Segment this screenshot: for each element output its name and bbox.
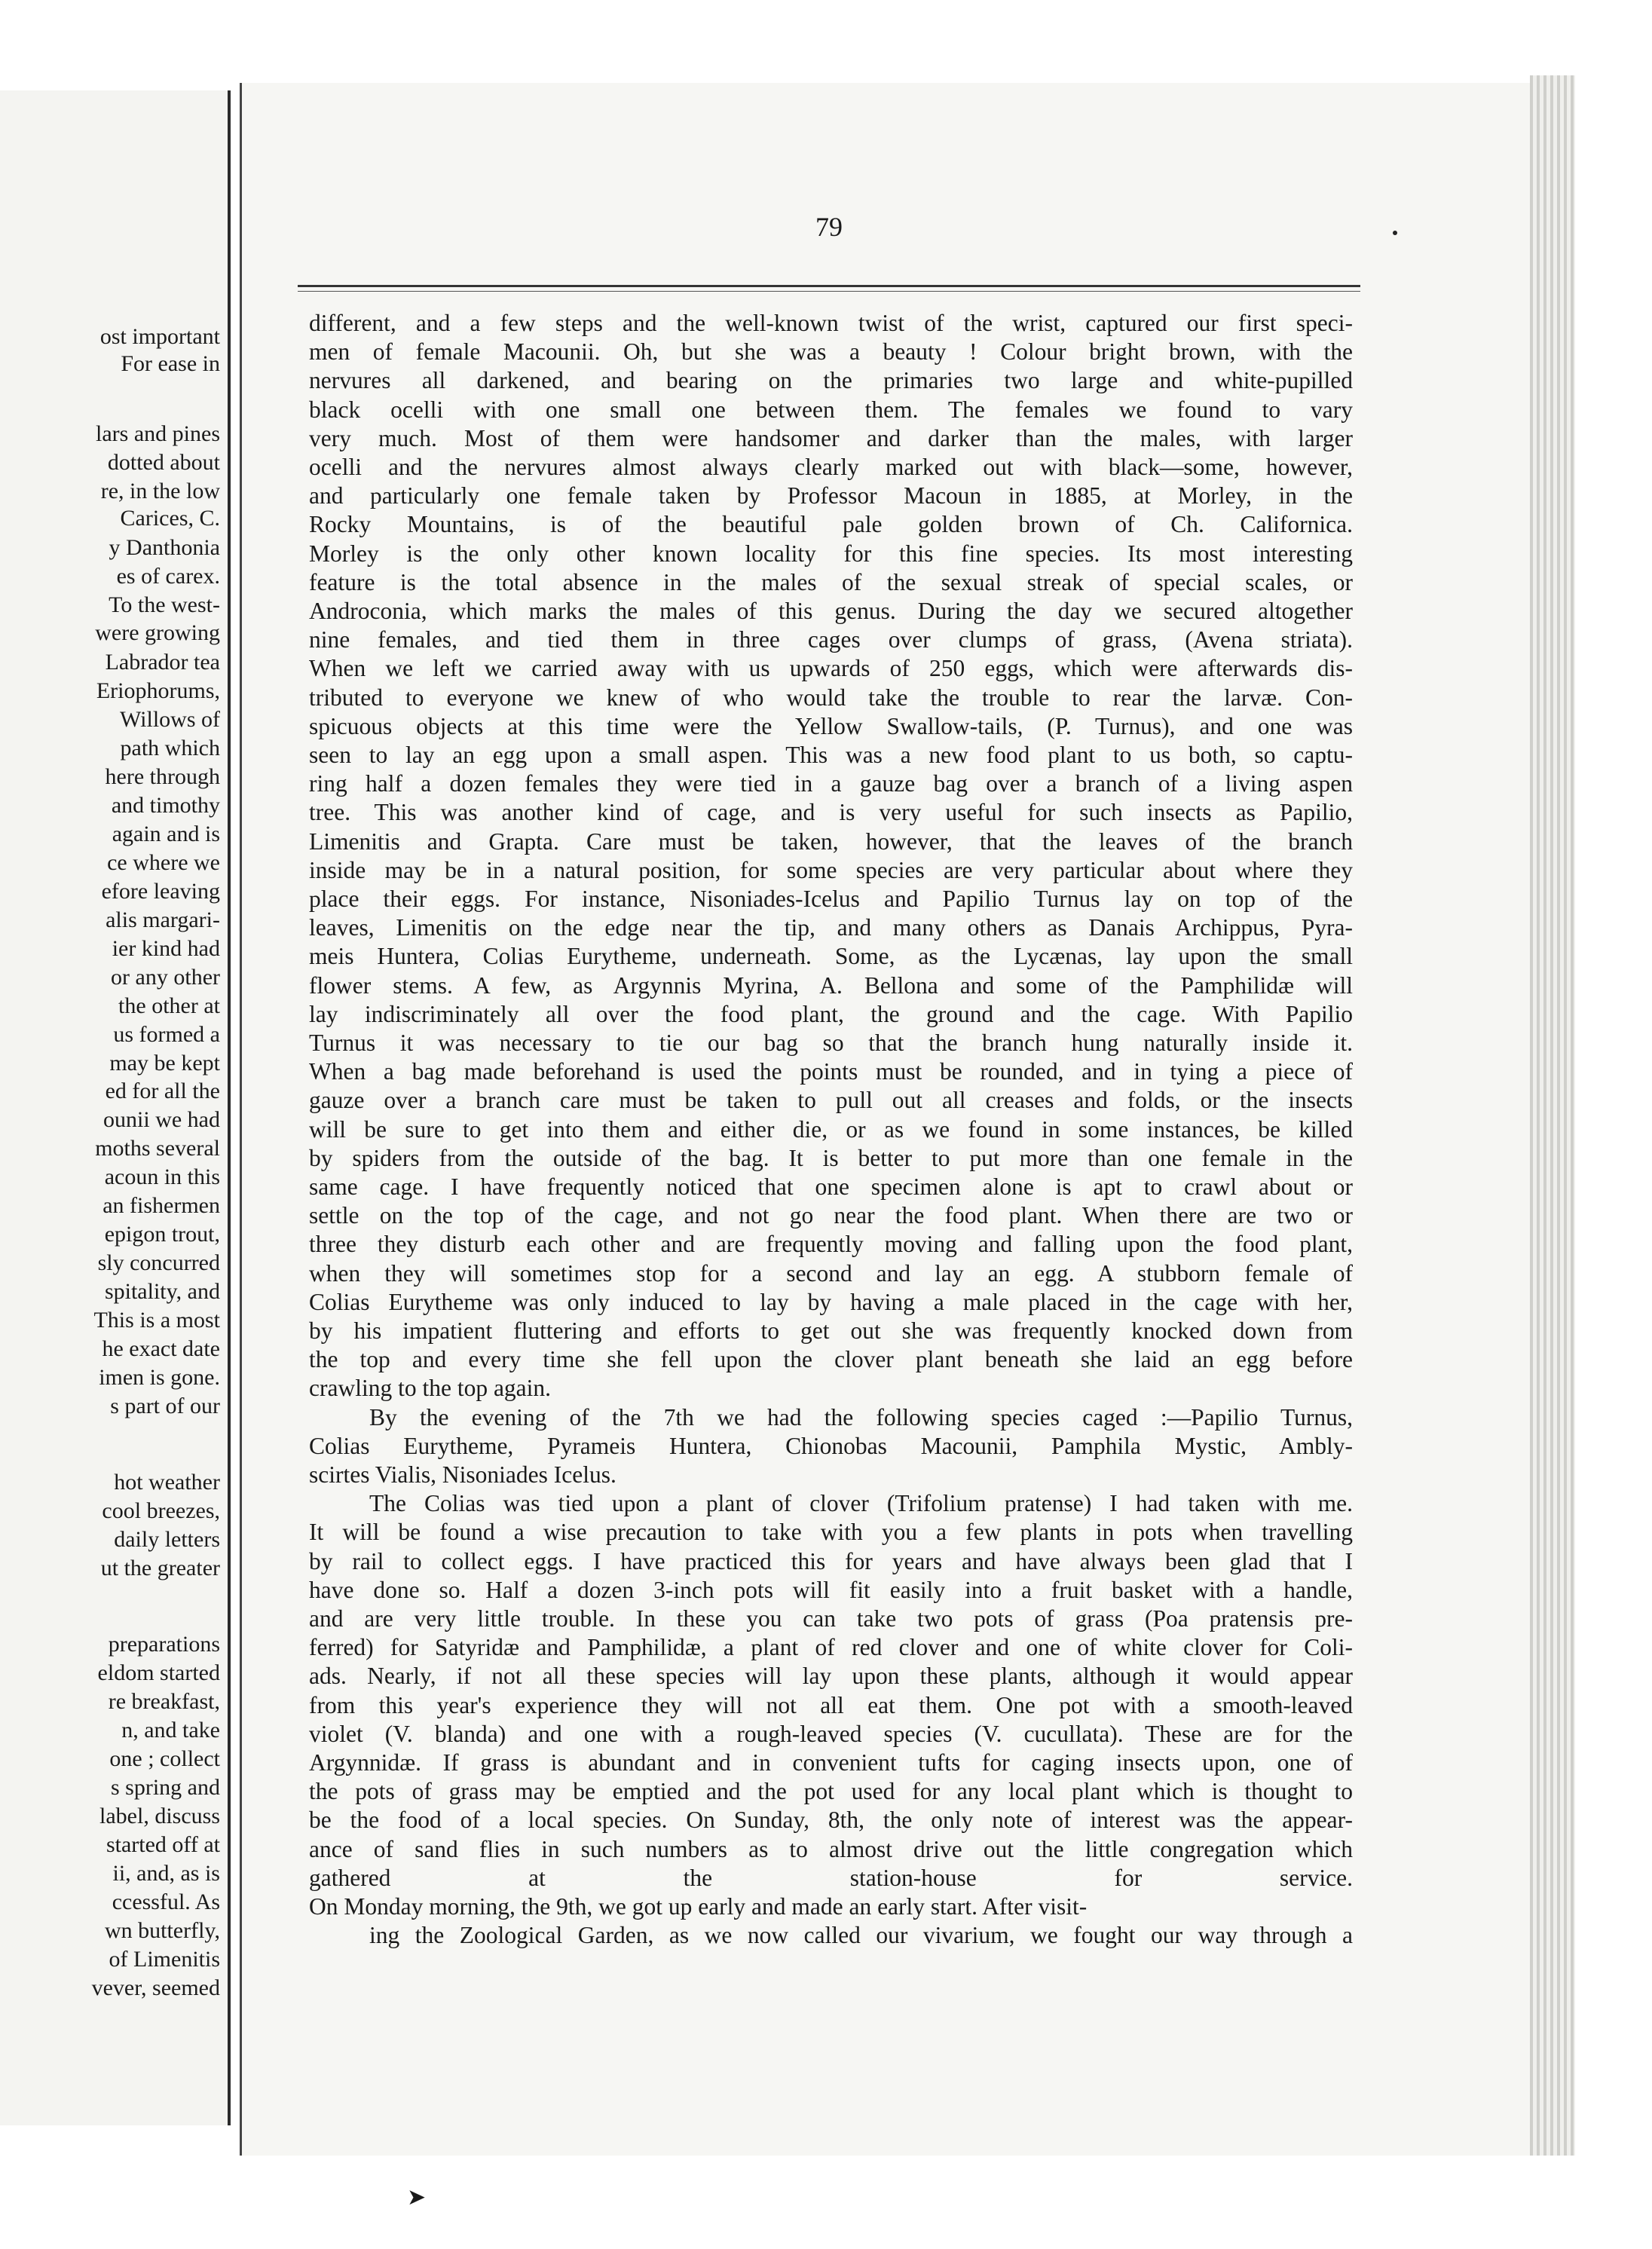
body-line: and are very little trouble. In these you can take two pots of grass (Poa pratensis pre- xyxy=(309,1605,1353,1632)
body-line: very much. Most of them were handsomer and darker than the males, with larger xyxy=(309,424,1353,451)
left-page-line: ii, and, as is xyxy=(112,1860,220,1886)
body-line: On Monday morning, the 9th, we got up early and made an early start. After visit- xyxy=(309,1893,1088,1920)
body-line: tree. This was another kind of cage, and is very useful for such insects as Papilio, xyxy=(309,799,1353,826)
left-page-line: ccessful. As xyxy=(112,1889,220,1914)
left-page-line: an fishermen xyxy=(102,1193,220,1219)
body-line: ance of sand flies in such numbers as to almost drive out the little congregation which xyxy=(309,1835,1353,1862)
body-line: It will be found a wise precaution to take with you a few plants in pots when travelling xyxy=(309,1519,1353,1546)
left-page-line: Eriophorums, xyxy=(96,678,220,704)
body-line: Androconia, which marks the males of this genus. During the day we secured altogether xyxy=(309,598,1353,624)
body-line: have done so. Half a dozen 3-inch pots will fit easily into a fruit basket with a handle, xyxy=(309,1576,1353,1603)
left-page-line: ce where we xyxy=(107,849,220,875)
body-line: crawling to the top again. xyxy=(309,1375,552,1402)
left-page-line: of Limenitis xyxy=(109,1946,220,1972)
left-page-line: dotted about xyxy=(107,449,220,475)
scan-mark: ➤ xyxy=(407,2185,427,2210)
left-page-line: imen is gone. xyxy=(99,1364,220,1390)
scan-speck xyxy=(1393,231,1397,235)
left-page-line: started off at xyxy=(106,1831,220,1857)
left-page-line: Carices, C. xyxy=(120,506,220,531)
left-page-line: spitality, and xyxy=(104,1279,220,1305)
body-line: settle on the top of the cage, and not go near the food plant. When there are two or xyxy=(309,1202,1353,1229)
left-page-line: daily letters xyxy=(114,1527,220,1552)
left-page-line: n, and take xyxy=(121,1718,220,1743)
left-page-line: here through xyxy=(105,764,220,789)
body-line: The Colias was tied upon a plant of clover (Trifolium pratense) I had taken with me. xyxy=(369,1490,1353,1517)
left-page-line: moths several xyxy=(95,1136,220,1161)
left-page-line: To the west- xyxy=(109,592,220,618)
left-page-line: he exact date xyxy=(102,1336,220,1361)
body-line: spicuous objects at this time were the Yellow Swallow-tails, (P. Turnus), and one was xyxy=(309,712,1353,739)
header-rule xyxy=(298,285,1360,287)
left-page-line: Willows of xyxy=(120,707,220,733)
left-page-line: were growing xyxy=(95,620,220,645)
body-line: scirtes Vialis, Nisoniades Icelus. xyxy=(309,1461,616,1488)
left-page-line: acoun in this xyxy=(104,1164,220,1190)
body-line: ocelli and the nervures almost always clearly marked out with black—some, however, xyxy=(309,454,1353,480)
body-line: nine females, and tied them in three cages over clumps of grass, (Avena striata). xyxy=(309,626,1353,653)
body-line: different, and a few steps and the well-known twist of the wrist, captured our first speci- xyxy=(309,310,1353,336)
body-line: the pots of grass may be emptied and the pot used for any local plant which is thought to xyxy=(309,1778,1353,1805)
body-line: the top and every time she fell upon the clover plant beneath she laid an egg before xyxy=(309,1346,1353,1373)
left-page-line: path which xyxy=(120,736,220,761)
body-line: same cage. I have frequently noticed that one specimen alone is apt to crawl about or xyxy=(309,1173,1353,1200)
left-page-line: Labrador tea xyxy=(105,650,220,675)
body-line: Argynnidæ. If grass is abundant and in convenient tufts for caging insects upon, one of xyxy=(309,1749,1353,1776)
body-line: meis Huntera, Colias Eurytheme, underneath. Some, as the Lycænas, lay upon the small xyxy=(309,943,1353,970)
body-line: three they disturb each other and are frequently moving and falling upon the food plant, xyxy=(309,1231,1353,1258)
body-line: gathered at the station-house for service. xyxy=(309,1864,1353,1891)
body-line: black ocelli with one small one between them. The females we found to vary xyxy=(309,396,1353,423)
left-page-line: vever, seemed xyxy=(91,1975,220,2000)
left-page-line: s part of our xyxy=(110,1393,220,1418)
header-rule-thin xyxy=(298,291,1360,292)
left-page-line: efore leaving xyxy=(101,878,220,904)
left-page-line: ost important xyxy=(99,323,220,349)
left-page-line: sly concurred xyxy=(97,1250,220,1276)
body-line: When we left we carried away with us upwards of 250 eggs, which were afterwards dis- xyxy=(309,655,1353,682)
left-page-line: may be kept xyxy=(109,1050,220,1076)
left-page-line: epigon trout, xyxy=(104,1222,220,1247)
body-line: By the evening of the 7th we had the following species caged :—Papilio Turnus, xyxy=(369,1403,1353,1430)
body-line: inside may be in a natural position, for some species are very particular about where they xyxy=(309,856,1353,883)
left-page-line: one ; collect xyxy=(109,1746,220,1771)
body-line: Rocky Mountains, is of the beautiful pale golden brown of Ch. Californica. xyxy=(309,511,1353,538)
body-line: by his impatient fluttering and efforts to get out she was frequently knocked down from xyxy=(309,1317,1353,1344)
left-page-line: re breakfast, xyxy=(108,1689,220,1715)
left-page-line: lars and pines xyxy=(96,421,220,446)
left-page-fragment xyxy=(0,90,231,2125)
body-line: will be sure to get into them and either die, or as we found in some instances, be killed xyxy=(309,1115,1353,1143)
body-line: Turnus it was necessary to tie our bag so that the branch hung naturally inside it. xyxy=(309,1030,1353,1056)
body-line: by spiders from the outside of the bag. It is better to put more than one female in the xyxy=(309,1144,1353,1171)
left-page-line: s spring and xyxy=(111,1774,220,1800)
body-line: ring half a dozen females they were tied in a gauze bag over a branch of a living aspen xyxy=(309,770,1353,797)
body-line: flower stems. A few, as Argynnis Myrina, A. Bellona and some of the Pamphilidæ will xyxy=(309,972,1353,999)
body-line: Morley is the only other known locality for this fine species. Its most interesting xyxy=(309,540,1353,567)
left-page-line: ut the greater xyxy=(100,1555,220,1580)
left-page-line: This is a most xyxy=(93,1308,220,1333)
left-page-line: re, in the low xyxy=(100,478,220,503)
body-line: feature is the total absence in the males of the sexual streak of special scales, or xyxy=(309,568,1353,595)
left-page-line: y Danthonia xyxy=(109,535,220,561)
page-edge-stack xyxy=(1530,75,1575,2156)
body-line: men of female Macounii. Oh, but she was a beauty ! Colour bright brown, with the xyxy=(309,338,1353,366)
left-page-line: label, discuss xyxy=(99,1803,220,1828)
left-page-line: wn butterfly, xyxy=(104,1917,220,1943)
body-line: place their eggs. For instance, Nisoniades-Icelus and Papilio Turnus lay on top of the xyxy=(309,886,1353,912)
body-line: ing the Zoological Garden, as we now called our vivarium, we fought our way through a xyxy=(369,1922,1353,1949)
body-line: Colias Eurytheme, Pyrameis Huntera, Chionobas Macounii, Pamphila Mystic, Ambly- xyxy=(309,1432,1353,1459)
left-page-line: alis margari- xyxy=(106,907,220,932)
body-line: lay indiscriminately all over the food plant, the ground and the cage. With Papilio xyxy=(309,1000,1353,1027)
left-page-line: hot weather xyxy=(114,1470,220,1495)
body-line: by rail to collect eggs. I have practiced this for years and have always been glad that I xyxy=(309,1547,1353,1574)
body-line: tributed to everyone we knew of who would take the trouble to rear the larvæ. Con- xyxy=(309,684,1353,711)
body-line: Limenitis and Grapta. Care must be taken, however, that the leaves of the branch xyxy=(309,828,1353,855)
left-page-line: or any other xyxy=(111,964,220,990)
body-line: ads. Nearly, if not all these species will lay upon these plants, although it would appear xyxy=(309,1663,1353,1690)
body-line: from this year's experience they will not all eat them. One pot with a smooth-leaved xyxy=(309,1691,1353,1718)
body-line: ferred) for Satyridæ and Pamphilidæ, a plant of red clover and one of white clover for Coli- xyxy=(309,1634,1353,1661)
left-page-line: and timothy xyxy=(111,792,220,818)
left-page-line: ed for all the xyxy=(105,1079,220,1104)
left-page-line: again and is xyxy=(112,821,220,846)
page-number: 79 xyxy=(815,212,843,242)
left-page-line: us formed a xyxy=(113,1021,220,1047)
left-page-line: es of carex. xyxy=(116,564,220,589)
body-line: Colias Eurytheme was only induced to lay by having a male placed in the cage with her, xyxy=(309,1288,1353,1315)
body-line: leaves, Limenitis on the edge near the tip, and many others as Danais Archippus, Pyra- xyxy=(309,914,1353,941)
body-line: When a bag made beforehand is used the points must be rounded, and in tying a piece of xyxy=(309,1058,1353,1085)
body-line: when they will sometimes stop for a second and lay an egg. A stubborn female of xyxy=(309,1259,1353,1287)
left-page-line: cool breezes, xyxy=(102,1498,220,1524)
left-page-line: For ease in xyxy=(121,351,220,377)
body-line: nervures all darkened, and bearing on the primaries two large and white-pupilled xyxy=(309,367,1353,394)
body-line: violet (V. blanda) and one with a rough-leaved species (V. cucullata). These are for the xyxy=(309,1720,1353,1747)
left-page-line: eldom started xyxy=(97,1660,220,1686)
left-page-line: ier kind had xyxy=(112,935,220,961)
body-line: and particularly one female taken by Professor Macoun in 1885, at Morley, in the xyxy=(309,482,1353,509)
left-page-line: the other at xyxy=(118,993,220,1018)
left-page-line: preparations xyxy=(108,1632,220,1657)
body-line: gauze over a branch care must be taken to pull out all creases and folds, or the insects xyxy=(309,1087,1353,1114)
body-line: be the food of a local species. On Sunday, 8th, the only note of interest was the appear- xyxy=(309,1807,1353,1834)
left-page-line: ounii we had xyxy=(103,1107,220,1133)
body-line: seen to lay an egg upon a small aspen. This was a new food plant to us both, so captu- xyxy=(309,742,1353,768)
